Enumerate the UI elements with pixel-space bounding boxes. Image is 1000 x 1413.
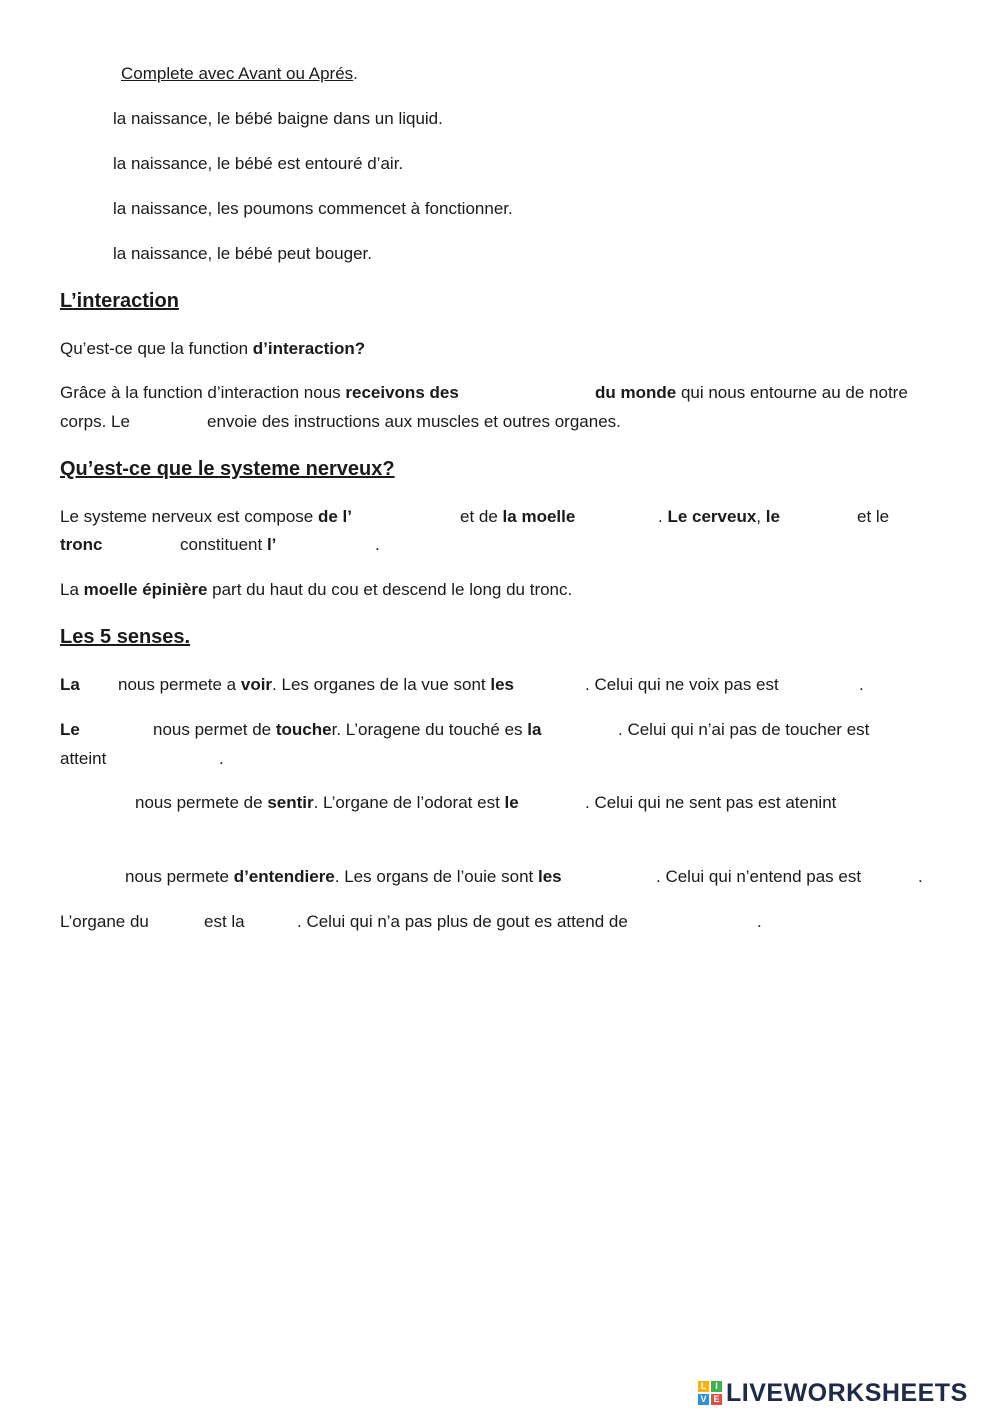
s3d: le: [504, 793, 519, 812]
interaction-line-1b: [595, 383, 908, 403]
instruction-end: .: [353, 64, 358, 83]
nerveux-l2-c: .: [375, 535, 380, 554]
s1d: . Les organes de la vue sont: [272, 675, 491, 694]
heading-interaction: L’interaction: [60, 290, 179, 312]
nerveux-l3: [60, 580, 572, 600]
s1-d: .: [859, 675, 864, 694]
n1d: la moelle: [502, 507, 576, 526]
s1a: La: [60, 675, 80, 694]
instruction: [121, 64, 358, 84]
s2-c: . Celui qui n’ai pas de toucher est: [618, 720, 870, 739]
s4-c: .: [918, 867, 923, 886]
n3a: La: [60, 580, 84, 599]
n3c: part du haut du cou et descend le long du tronc.: [207, 580, 573, 599]
s5-b: est la: [204, 912, 245, 931]
n2c: l’: [266, 535, 277, 554]
s5-a: L’organe du: [60, 912, 149, 931]
n2b: constituent: [180, 535, 267, 554]
instruction-text: Complete avec Avant ou Aprés: [121, 64, 354, 83]
p1a: Grâce à la function d’interaction nous: [60, 383, 346, 402]
s2d: r. L’oragene du touché es: [331, 720, 528, 739]
n1b: de l’: [317, 507, 352, 526]
s3c: . L’organe de l’odorat est: [313, 793, 505, 812]
s4c: . Les organs de l’ouie sont: [334, 867, 538, 886]
interaction-line-2a: corps. Le: [60, 412, 130, 431]
p1c: du monde: [595, 383, 677, 402]
s1-a: [60, 675, 80, 695]
n1c: et de: [460, 507, 503, 526]
s1-c: . Celui qui ne voix pas est: [585, 675, 779, 694]
s2b: nous permet de: [153, 720, 276, 739]
liveworksheets-logo: [698, 1378, 968, 1408]
n1a: Le systeme nerveux est compose: [60, 507, 318, 526]
interaction-line-1: [60, 383, 459, 403]
naissance-sentence-2: la naissance, le bébé est entouré d’air.: [113, 154, 404, 173]
s4-a: [125, 867, 562, 887]
s1c: voir: [240, 675, 273, 694]
heading-systeme-nerveux: Qu’est-ce que le systeme nerveux?: [60, 458, 395, 480]
s3-a: [135, 793, 519, 813]
interaction-question: [60, 339, 365, 359]
naissance-sentence-1: la naissance, le bébé baigne dans un liquid.: [113, 109, 443, 128]
s2c: touche: [275, 720, 332, 739]
naissance-sentence-3: la naissance, les poumons commencet à fonctionner.: [113, 199, 513, 218]
s2-e: .: [219, 749, 224, 768]
s3a: nous permete de: [135, 793, 268, 812]
nerveux-l1-c: [658, 507, 780, 527]
s4d: les: [537, 867, 562, 886]
s2a: Le: [60, 720, 80, 739]
logo-letter-e: E: [711, 1394, 722, 1405]
s1b: nous permete a: [118, 675, 241, 694]
n2a: tronc: [60, 535, 103, 554]
nerveux-l2-a: [60, 535, 103, 555]
nerveux-l2-b: [180, 535, 276, 555]
naissance-sentence-4: la naissance, le bébé peut bouger.: [113, 244, 372, 263]
logo-text: LIVEWORKSHEETS: [726, 1378, 968, 1407]
s2-b: [153, 720, 541, 740]
s4-b: . Celui qui n’entend pas est: [656, 867, 862, 886]
n1g: ,: [756, 507, 766, 526]
heading-senses: Les 5 senses.: [60, 626, 191, 648]
p1d: qui nous entourne au de notre: [676, 383, 908, 402]
question-text: Qu’est-ce que la function: [60, 339, 253, 358]
n1f: Le cerveux: [667, 507, 757, 526]
s2-a: [60, 720, 80, 740]
s2-d: atteint: [60, 749, 107, 768]
nerveux-l1-d: et le: [857, 507, 890, 526]
logo-letter-v: V: [698, 1394, 709, 1405]
logo-letter-i: I: [711, 1381, 722, 1392]
s4b: d’entendiere: [233, 867, 335, 886]
interaction-line-2b: envoie des instructions aux muscles et outres organes.: [207, 412, 621, 431]
s1-b: [118, 675, 514, 695]
logo-icon: [698, 1381, 722, 1405]
nerveux-l1-a: [60, 507, 352, 527]
s5-c: . Celui qui n’a pas plus de gout es attend de: [297, 912, 628, 931]
s3b: sentir: [267, 793, 314, 812]
nerveux-l1-b: [460, 507, 575, 527]
s5-d: .: [757, 912, 762, 931]
n3b: moelle épinière: [83, 580, 208, 599]
question-bold: d’interaction?: [252, 339, 366, 358]
s1e: les: [490, 675, 514, 694]
logo-letter-l: L: [698, 1381, 709, 1392]
s3-b: . Celui qui ne sent pas est atenint: [585, 793, 837, 812]
n1h: le: [765, 507, 780, 526]
n1e: .: [658, 507, 668, 526]
p1b: receivons des: [345, 383, 459, 402]
s4a: nous permete: [125, 867, 234, 886]
s2e: la: [527, 720, 542, 739]
